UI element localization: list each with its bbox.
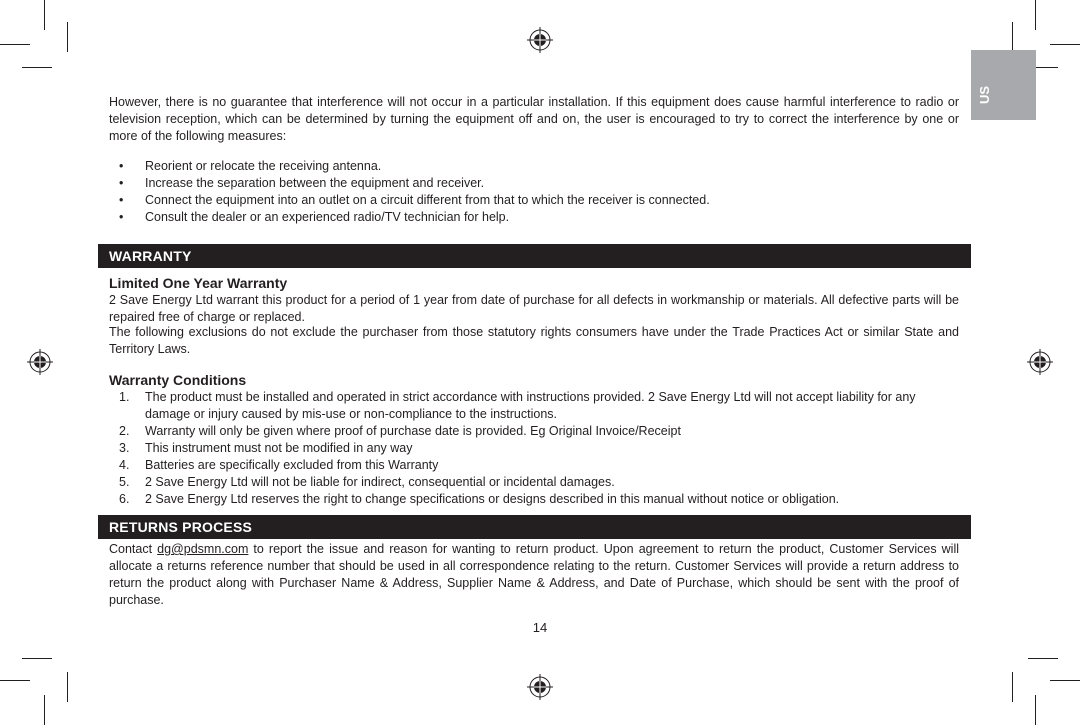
- crop-mark: [67, 672, 68, 702]
- crop-mark: [0, 680, 30, 681]
- list-number: 6.: [119, 492, 130, 506]
- list-item-text: Batteries are specifically excluded from this Warranty: [145, 458, 439, 472]
- registration-mark-icon: [527, 27, 553, 53]
- warranty-conditions-list: [109, 389, 959, 508]
- crop-mark: [1035, 695, 1036, 725]
- list-item: [109, 389, 959, 423]
- limited-warranty-title: Limited One Year Warranty: [109, 275, 288, 291]
- bullet: •: [119, 159, 124, 173]
- language-tab-label: US: [977, 85, 992, 105]
- warranty-heading: WARRANTY: [98, 244, 971, 268]
- crop-mark: [1050, 680, 1080, 681]
- crop-mark: [44, 695, 45, 725]
- list-item: [109, 423, 959, 440]
- interference-paragraph: However, there is no guarantee that interference will not occur in a particular installation. If this equipment does cause harmful interference to radio or television reception, which can be determined by turning the equipment off and on, the user is encouraged to try to correct the interference by one or more of the following measures:: [109, 95, 959, 143]
- list-item-text: The product must be installed and operated in strict accordance with instructions provided. 2 Save Energy Ltd will not accept liability for any damage or injury caused by mis-use or non-compliance to the instructions.: [145, 390, 916, 421]
- list-item-text: 2 Save Energy Ltd reserves the right to change specifications or designs described in this manual without notice or obligation.: [145, 492, 840, 506]
- limited-warranty-text: 2 Save Energy Ltd warrant this product for a period of 1 year from date of purchase for all defects in workmanship or materials. All defective parts will be repaired free of charge or replaced.: [109, 293, 959, 324]
- crop-mark: [1035, 0, 1036, 30]
- list-number: 4.: [119, 458, 130, 472]
- list-item-text: Increase the separation between the equipment and receiver.: [145, 176, 485, 190]
- list-item-text: Reorient or relocate the receiving antenna.: [145, 159, 382, 173]
- returns-text-start: Contact: [109, 542, 158, 556]
- returns-text: [109, 541, 959, 609]
- list-item: [109, 491, 959, 508]
- list-item-text: 2 Save Energy Ltd will not be liable for indirect, consequential or incidental damages.: [145, 475, 615, 489]
- list-item: [109, 209, 959, 226]
- crop-mark: [1012, 672, 1013, 702]
- contact-email-link[interactable]: dg@pdsmn.com: [157, 542, 249, 556]
- bullet: •: [119, 210, 124, 224]
- list-number: 5.: [119, 475, 130, 489]
- list-item: [109, 474, 959, 491]
- bullet: •: [119, 176, 124, 190]
- list-item-text: This instrument must not be modified in any way: [145, 441, 413, 455]
- page-number: 14: [532, 620, 548, 635]
- crop-mark: [44, 0, 45, 30]
- crop-mark: [0, 44, 30, 45]
- warranty-conditions-title: Warranty Conditions: [109, 372, 247, 388]
- list-item: [109, 457, 959, 474]
- list-item-text: Consult the dealer or an experienced radio/TV technician for help.: [145, 210, 510, 224]
- list-number: 1.: [119, 390, 130, 404]
- list-item-text: Warranty will only be given where proof of purchase date is provided. Eg Original Invoice/Receipt: [145, 424, 681, 438]
- returns-text-end: to report the issue and reason for wanting to return product. Upon agreement to return the product, Customer Services will allocate a returns reference number that should be used in all correspondence relating to the return. Customer Services will provide a return address to return the product along with Purchaser Name & Address, Supplier Name & Address, and Date of Purchase, which should be sent with the proof of purchase.: [109, 542, 959, 607]
- crop-mark: [67, 22, 68, 52]
- list-item: [109, 440, 959, 457]
- list-number: 3.: [119, 441, 130, 455]
- measures-list: [109, 158, 959, 226]
- crop-mark: [1028, 658, 1058, 659]
- exclusions-text: The following exclusions do not exclude the purchaser from those statutory rights consumers have under the Trade Practices Act or similar State and Territory Laws.: [109, 325, 959, 356]
- list-item-text: Connect the equipment into an outlet on a circuit different from that to which the receiver is connected.: [145, 193, 710, 207]
- bullet: •: [119, 193, 124, 207]
- list-number: 2.: [119, 424, 130, 438]
- registration-mark-icon: [1027, 349, 1053, 375]
- registration-mark-icon: [27, 349, 53, 375]
- crop-mark: [22, 67, 52, 68]
- registration-mark-icon: [527, 674, 553, 700]
- list-item: [109, 175, 959, 192]
- list-item: [109, 158, 959, 175]
- list-item: [109, 192, 959, 209]
- crop-mark: [1050, 44, 1080, 45]
- crop-mark: [22, 658, 52, 659]
- returns-heading: RETURNS PROCESS: [98, 515, 971, 539]
- crop-mark: [1012, 22, 1013, 52]
